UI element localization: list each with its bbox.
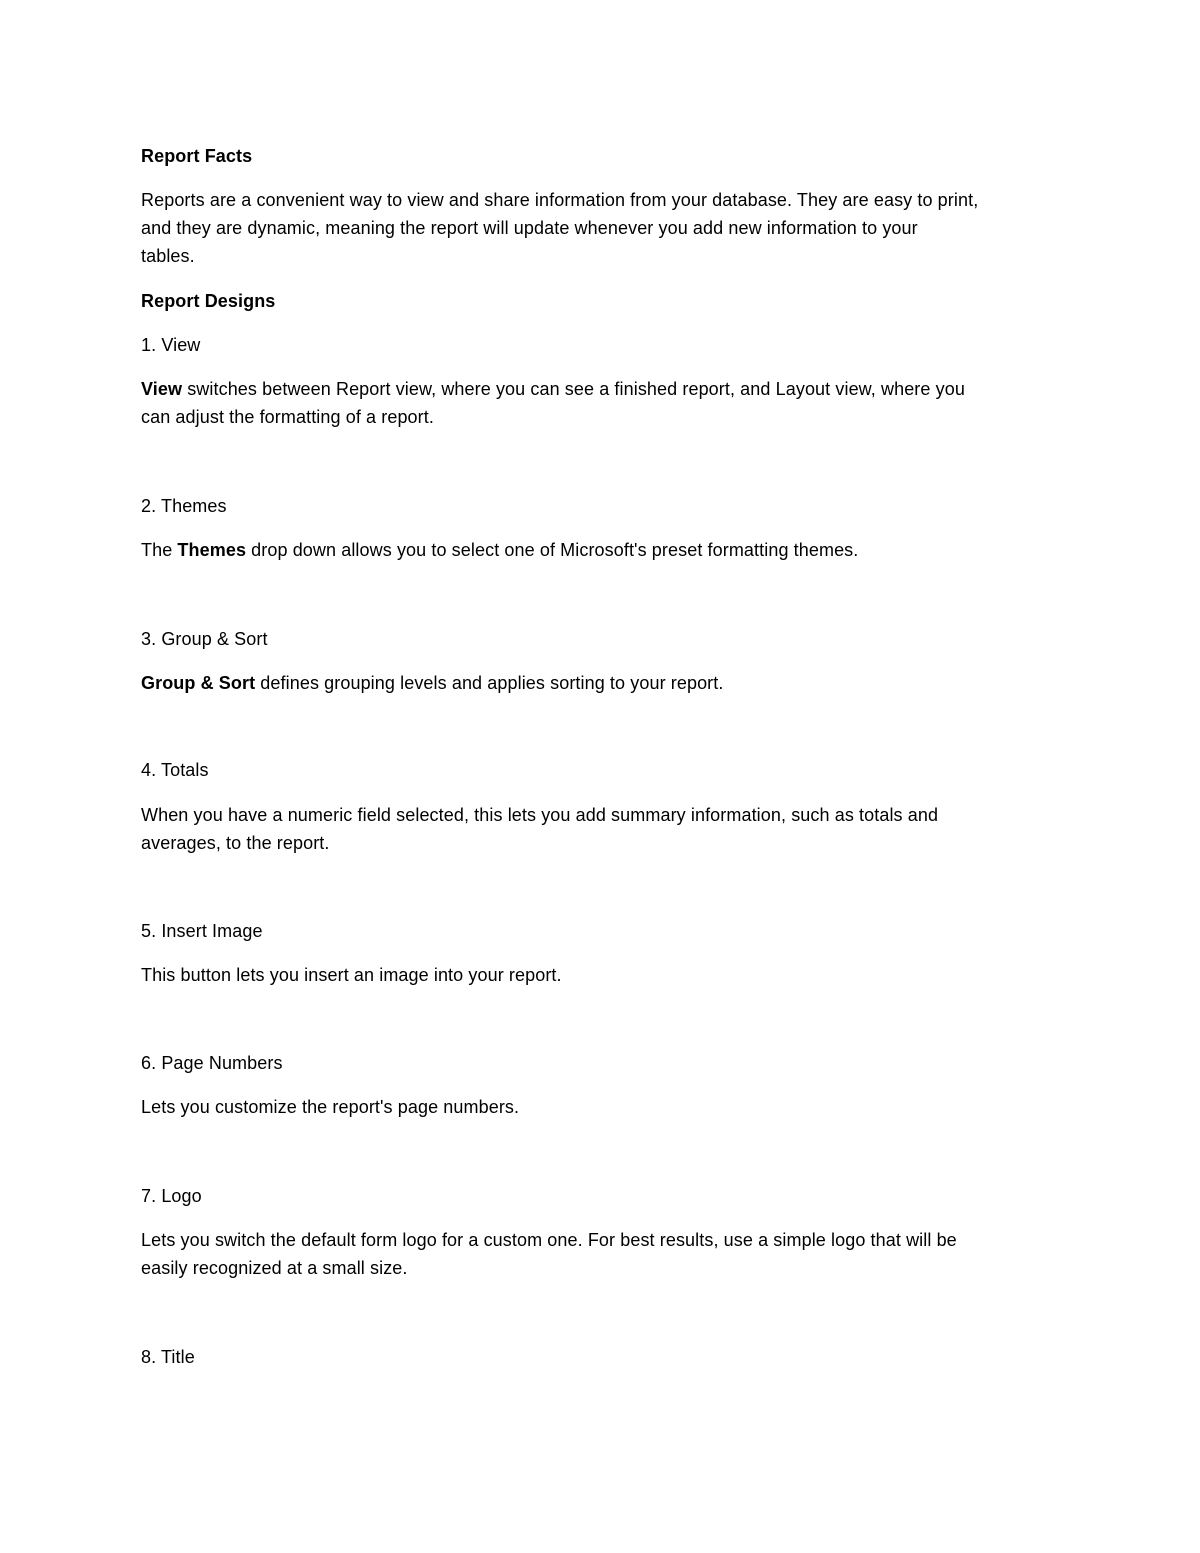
item-desc-totals-line-2: averages, to the report. [141,833,330,853]
intro-line-3: tables. [141,246,195,266]
item-desc-totals-line-1: When you have a numeric field selected, this lets you add summary information, such as totals and [141,805,939,825]
item-desc-view-line-2: can adjust the formatting of a report. [141,407,434,427]
item-desc-view-bold: View [141,379,183,399]
item-desc-themes [141,536,858,564]
item-desc-view-line-1 [141,375,965,403]
item-desc-group-sort-rest: defines grouping levels and applies sorting to your report. [255,673,724,693]
item-title-view: 1. View [141,335,201,355]
item-desc-logo-line-1: Lets you switch the default form logo for a custom one. For best results, use a simple logo that will be [141,1230,957,1250]
item-desc-themes-post: drop down allows you to select one of Microsoft's preset formatting themes. [246,540,859,560]
item-title-themes: 2. Themes [141,496,227,516]
intro-line-1: Reports are a convenient way to view and share information from your database. They are easy to print, [141,190,979,210]
item-desc-page-numbers: Lets you customize the report's page numbers. [141,1097,520,1117]
item-title-insert-image: 5. Insert Image [141,921,263,941]
item-title-totals: 4. Totals [141,760,209,780]
item-desc-group-sort-bold: Group & Sort [141,673,256,693]
item-title-logo: 7. Logo [141,1186,202,1206]
heading-report-facts: Report Facts [141,146,253,166]
item-title-title: 8. Title [141,1347,195,1367]
item-desc-insert-image: This button lets you insert an image into your report. [141,965,562,985]
item-title-group-sort: 3. Group & Sort [141,629,268,649]
item-desc-themes-bold: Themes [177,540,247,560]
item-desc-view-rest: switches between Report view, where you can see a finished report, and Layout view, where you [182,379,965,399]
item-desc-themes-pre: The [141,540,178,560]
heading-report-designs: Report Designs [141,291,276,311]
item-desc-group-sort [141,669,723,697]
intro-line-2: and they are dynamic, meaning the report will update whenever you add new information to your [141,218,918,238]
item-title-page-numbers: 6. Page Numbers [141,1053,283,1073]
item-desc-logo-line-2: easily recognized at a small size. [141,1258,408,1278]
